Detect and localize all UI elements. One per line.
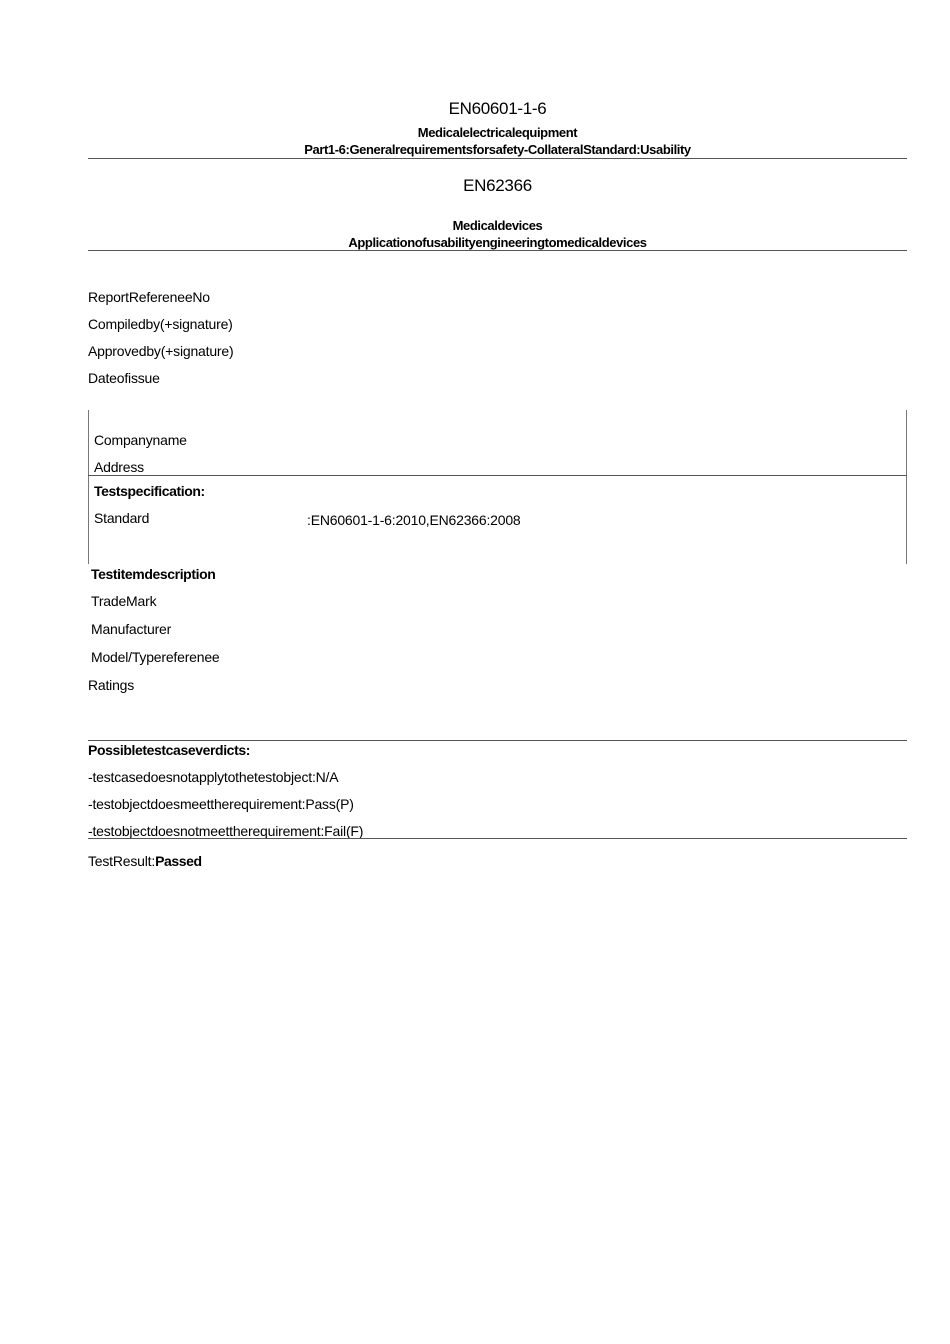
divider bbox=[88, 158, 907, 159]
standard1-title: Medicalelectricalequipment bbox=[417, 125, 578, 140]
standard2-title: Medicaldevices bbox=[452, 218, 543, 233]
standard-value: :EN60601-1-6:2010,EN62366:2008 bbox=[307, 512, 521, 528]
verdict-na: -testcasedoesnotapplytothetestobject:N/A bbox=[88, 769, 339, 785]
approved-by-label: Approvedby(+signature) bbox=[88, 343, 234, 359]
test-result-value: Passed bbox=[155, 853, 202, 869]
trade-mark-label: TradeMark bbox=[91, 593, 157, 609]
test-specification-heading: Testspecification: bbox=[94, 483, 205, 499]
compiled-by-label: Compiledby(+signature) bbox=[88, 316, 233, 332]
standard1-code: EN60601-1-6 bbox=[448, 99, 547, 118]
company-name-label: Companyname bbox=[94, 432, 187, 448]
model-type-label: Model/Typereferenee bbox=[91, 649, 220, 665]
box-border-right bbox=[906, 410, 907, 564]
divider bbox=[88, 250, 907, 251]
verdict-fail: -testobjectdoesnotmeettherequirement:Fail(F) bbox=[88, 823, 364, 839]
test-result-label: TestResult: bbox=[88, 853, 156, 869]
test-item-heading: Testitemdescription bbox=[91, 566, 216, 582]
ratings-label: Ratings bbox=[88, 677, 135, 693]
standard-label: Standard bbox=[94, 510, 150, 526]
report-reference-label: ReportRefereneeNo bbox=[88, 289, 210, 305]
standard2-subtitle: Applicationofusabilityengineeringtomedicaldevices bbox=[348, 235, 647, 250]
date-of-issue-label: Dateofissue bbox=[88, 370, 160, 386]
address-label: Address bbox=[94, 459, 144, 475]
box-border-left bbox=[88, 410, 89, 564]
manufacturer-label: Manufacturer bbox=[91, 621, 172, 637]
test-result bbox=[88, 853, 202, 869]
divider bbox=[88, 475, 907, 476]
standard1-subtitle: Part1-6:Generalrequirementsforsafety-CollateralStandard:Usability bbox=[304, 142, 691, 157]
verdicts-heading: Possibletestcaseverdicts: bbox=[88, 742, 250, 758]
verdict-pass: -testobjectdoesmeettherequirement:Pass(P) bbox=[88, 796, 354, 812]
divider bbox=[88, 740, 907, 741]
standard2-code: EN62366 bbox=[463, 176, 532, 195]
divider bbox=[88, 838, 907, 839]
